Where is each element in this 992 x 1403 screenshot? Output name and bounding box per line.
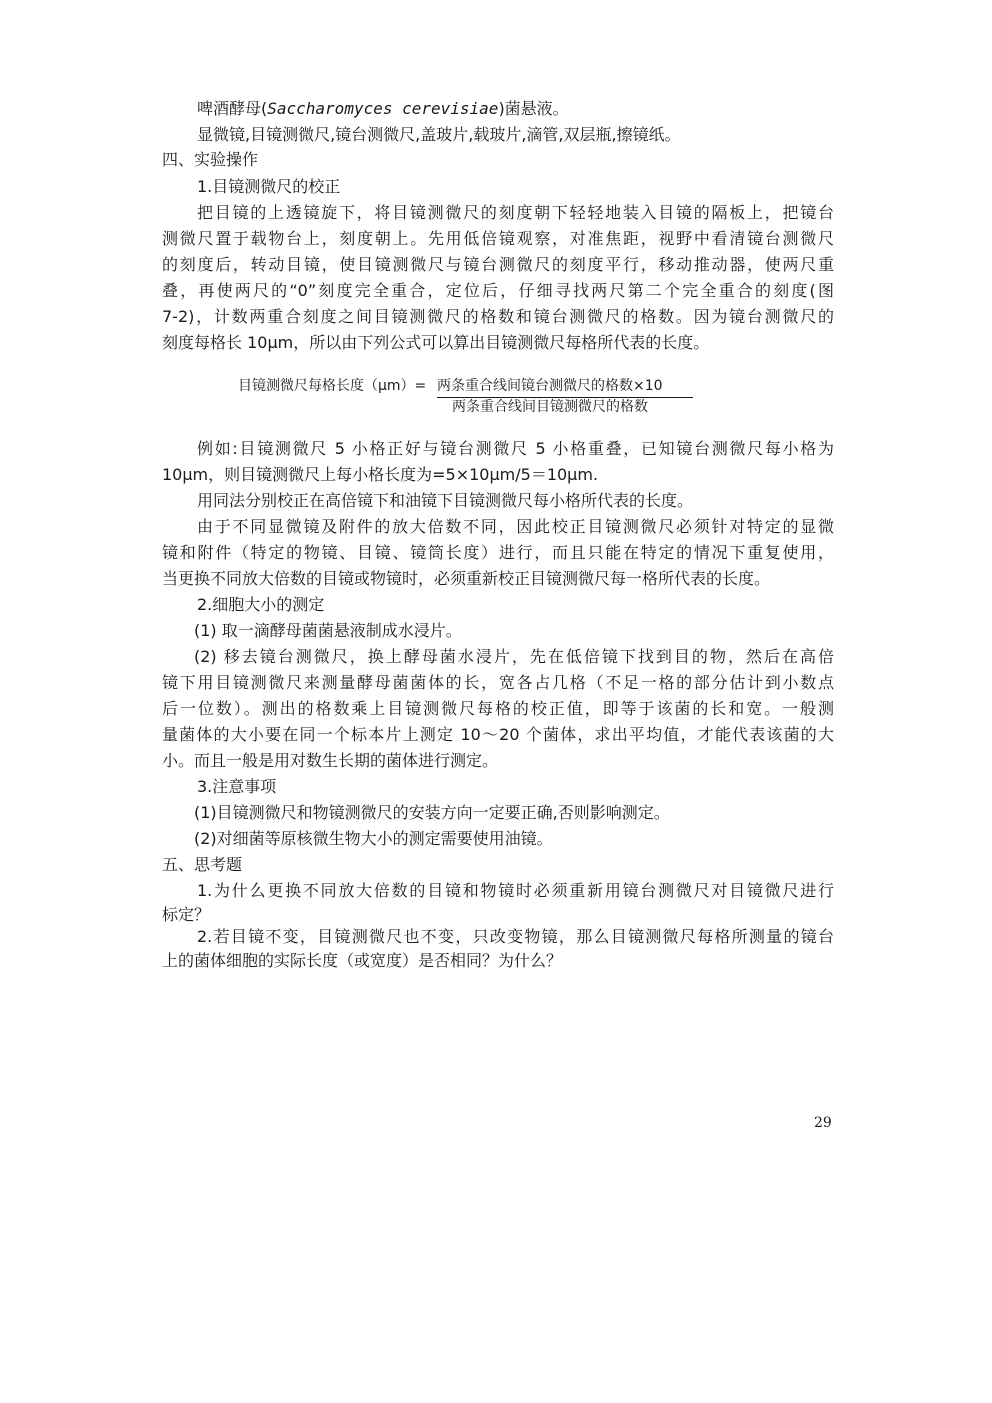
materials-equipment-line: 显微镜,目镜测微尺,镜台测微尺,盖玻片,载玻片,滴管,双层瓶,擦镜纸。 bbox=[197, 125, 681, 144]
step2-line-1: (2) 移去镜台测微尺，换上酵母菌水浸片，先在低倍镜下找到目的物，然后在高倍 bbox=[194, 647, 834, 666]
formula-numerator: 两条重合线间镜台测微尺的格数×10 bbox=[437, 376, 693, 398]
para1-line-2: 测微尺置于载物台上，刻度朝上。先用低倍镜观察，对准焦距，视野中看清镜台测微尺 bbox=[162, 229, 834, 248]
para3-line-2: 镜和附件（特定的物镜、目镜、镜筒长度）进行，而且只能在特定的情况下重复使用， bbox=[162, 543, 834, 562]
para1-line-4: 叠，再使两尺的“0”刻度完全重合，定位后，仔细寻找两尺第二个完全重合的刻度(图 bbox=[162, 281, 834, 300]
materials-yeast-line bbox=[197, 98, 834, 120]
same-method-paragraph: 用同法分别校正在高倍镜下和油镜下目镜测微尺每小格所代表的长度。 bbox=[197, 491, 694, 510]
para3-line-3: 当更换不同放大倍数的目镜或物镜时，必须重新校正目镜测微尺每一格所代表的长度。 bbox=[162, 569, 771, 588]
yeast-pre-text: 啤酒酵母( bbox=[197, 99, 268, 118]
example-line-1: 例如:目镜测微尺 5 小格正好与镜台测微尺 5 小格重叠，已知镜台测微尺每小格为 bbox=[197, 439, 834, 458]
question-1-line-2: 标定？ bbox=[162, 905, 211, 924]
para1-line-5: 7-2)，计数两重合刻度之间目镜测微尺的格数和镜台测微尺的格数。因为镜台测微尺的 bbox=[162, 307, 834, 326]
para1-line-1: 把目镜的上透镜旋下，将目镜测微尺的刻度朝下轻轻地装入目镜的隔板上，把镜台 bbox=[197, 203, 834, 222]
para1-line-6: 刻度每格长 10μm，所以由下列公式可以算出目镜测微尺每格所代表的长度。 bbox=[162, 333, 710, 352]
step2-line-4: 量菌体的大小要在同一个标本片上测定 10～20 个菌体，求出平均值，才能代表该菌的大 bbox=[162, 725, 834, 744]
step2-line-3: 后一位数）。测出的格数乘上目镜测微尺每格的校正值，即等于该菌的长和宽。一般测 bbox=[162, 699, 834, 718]
question-2-line-2: 上的菌体细胞的实际长度（或宽度）是否相同？为什么？ bbox=[162, 951, 563, 970]
example-line-2: 10μm，则目镜测微尺上每小格长度为=5×10μm/5＝10μm. bbox=[162, 465, 599, 484]
yeast-latin-name: Saccharomyces cerevisiae bbox=[267, 99, 499, 118]
question-1-line-1: 1.为什么更换不同放大倍数的目镜和物镜时必须重新用镜台测微尺对目镜微尺进行 bbox=[197, 881, 834, 900]
subsection-2-title: 2.细胞大小的测定 bbox=[197, 595, 325, 614]
section-5-heading: 五、思考题 bbox=[162, 855, 243, 874]
note-2-text: (2)对细菌等原核微生物大小的测定需要使用油镜。 bbox=[194, 829, 553, 848]
subsection-1-title: 1.目镜测微尺的校正 bbox=[197, 177, 341, 196]
step2-line-5: 小。而且一般是用对数生长期的菌体进行测定。 bbox=[162, 751, 499, 770]
step2-line-2: 镜下用目镜测微尺来测量酵母菌菌体的长，宽各占几格（不足一格的部分估计到小数点 bbox=[162, 673, 834, 692]
step-1-text: (1) 取一滴酵母菌菌悬液制成水浸片。 bbox=[194, 621, 462, 640]
para1-line-3: 的刻度后，转动目镜，使目镜测微尺与镜台测微尺的刻度平行，移动推动器，使两尺重 bbox=[162, 255, 834, 274]
para3-line-1: 由于不同显微镜及附件的放大倍数不同，因此校正目镜测微尺必须针对特定的显微 bbox=[197, 517, 834, 536]
yeast-post-text: )菌悬液。 bbox=[498, 99, 569, 118]
note-1-text: (1)目镜测微尺和物镜测微尺的安装方向一定要正确,否则影响测定。 bbox=[194, 803, 670, 822]
page-number: 29 bbox=[814, 1115, 832, 1131]
formula-left-side: 目镜测微尺每格长度（μm）= bbox=[238, 378, 427, 394]
question-2-line-1: 2.若目镜不变，目镜测微尺也不变，只改变物镜，那么目镜测微尺每格所测量的镜台 bbox=[197, 927, 834, 946]
formula-denominator: 两条重合线间目镜测微尺的格数 bbox=[452, 399, 648, 415]
subsection-3-title: 3.注意事项 bbox=[197, 777, 277, 796]
section-4-heading: 四、实验操作 bbox=[162, 150, 259, 169]
